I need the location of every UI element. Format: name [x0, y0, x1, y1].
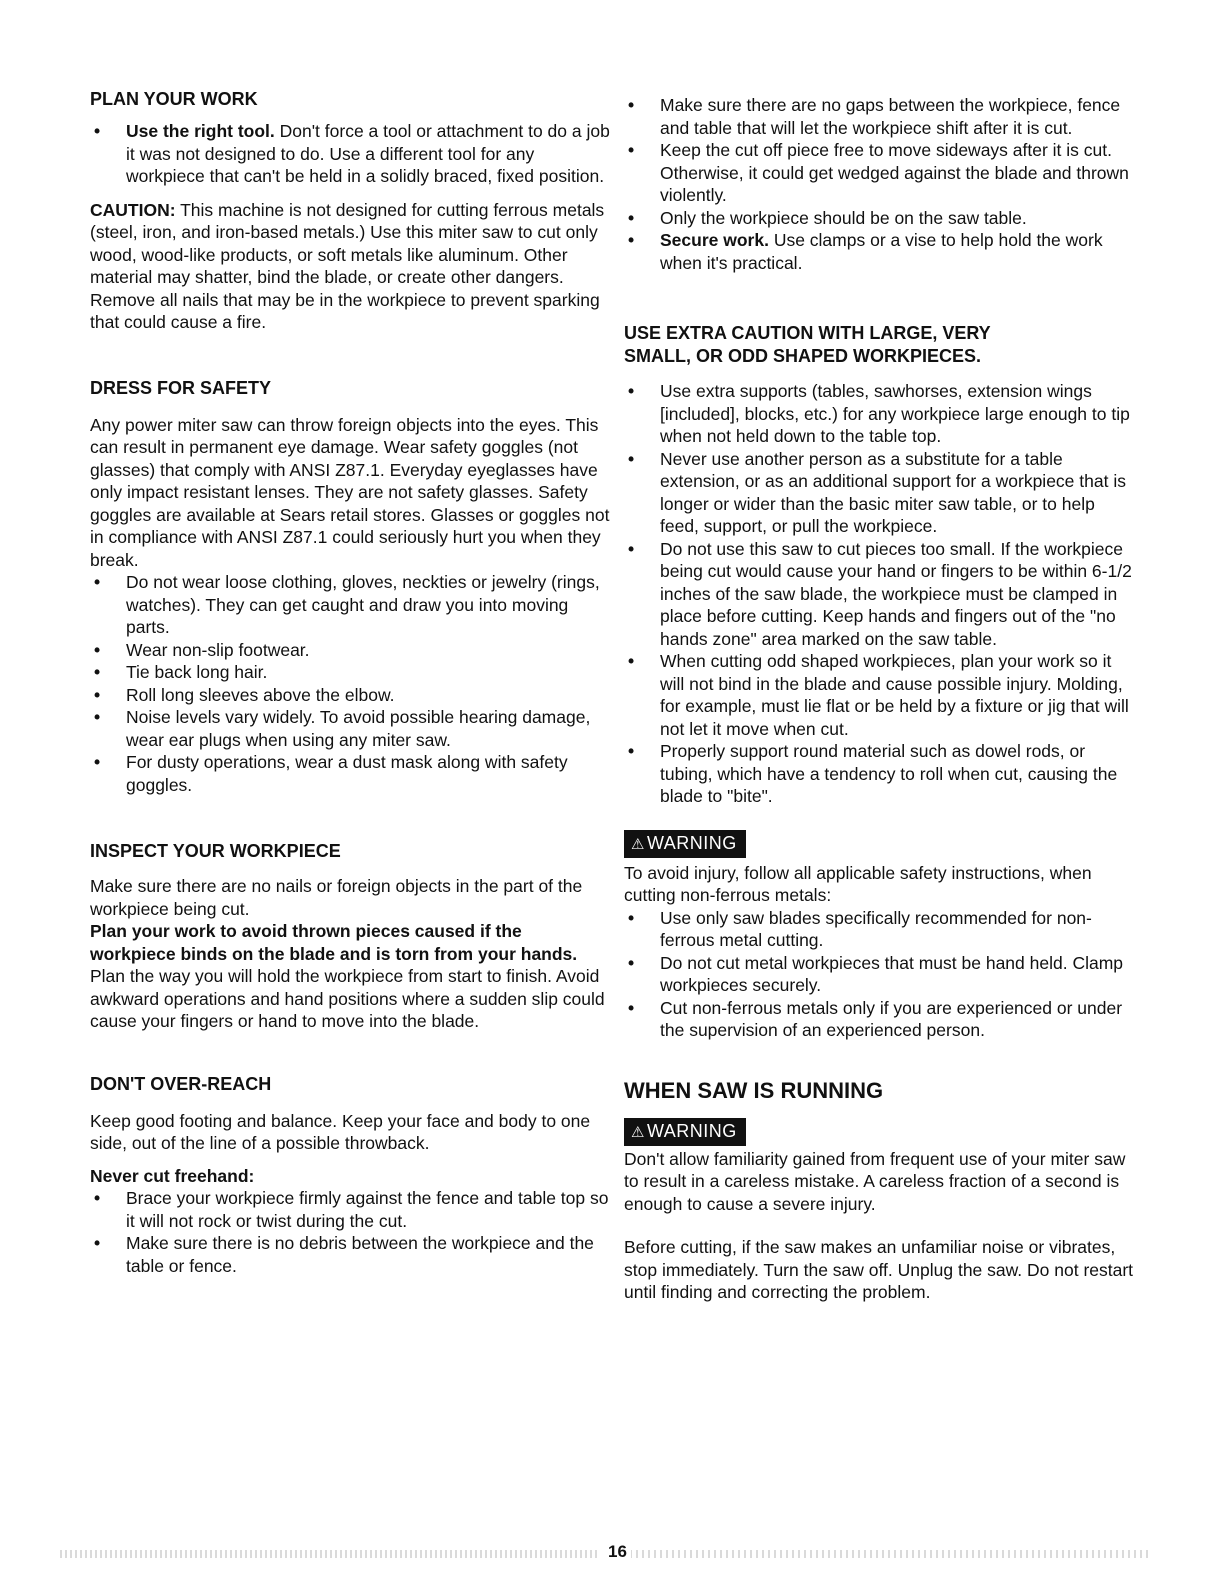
- list-item: • Keep the cut off piece free to move sideways after it is cut. Otherwise, it could get wedged against the blade and thrown violently.: [628, 140, 1129, 205]
- list-item: • Use only saw blades specifically recommended for non-ferrous metal cutting.: [628, 907, 1092, 950]
- right-column: [624, 88, 1136, 1304]
- list-item: • Only the workpiece should be on the saw table.: [628, 207, 1027, 228]
- dont-over-reach-heading: DON'T OVER-REACH: [90, 1073, 272, 1094]
- warning-intro: To avoid injury, follow all applicable safety instructions, when cutting non-ferrous metals:: [624, 862, 1092, 905]
- inspect-para-2: Plan the way you will hold the workpiece from start to finish. Avoid awkward operations and hand positions where a sudden slip could cause your fingers or hand to move into the blade.: [90, 966, 605, 1031]
- list-item: • Use the right tool. Don't force a tool or attachment to do a job it was not designed to do. Use a different tool for any workpiece that can't be held in a solidly braced, fixed position.: [94, 121, 610, 186]
- scan-noise: [60, 1550, 600, 1558]
- warning-list: [624, 907, 1136, 1042]
- extra-caution-heading: USE EXTRA CAUTION WITH LARGE, VERY SMALL, OR ODD SHAPED WORKPIECES.: [624, 323, 991, 366]
- list-item: • When cutting odd shaped workpieces, plan your work so it will not bind in the blade and cause possible injury. Molding, for example, must lie flat or be held by a fixture or jig that will not let it move when cut.: [628, 651, 1129, 739]
- list-item: • Make sure there are no gaps between the workpiece, fence and table that will let the workpiece shift after it is cut.: [628, 95, 1121, 138]
- caution-paragraph: CAUTION: This machine is not designed for cutting ferrous metals (steel, iron, and iron-based metals.) Use this miter saw to cut only wood, wood-like products, or soft metals like aluminum. Other material may shatter, bind the blade, or create other dangers. Remove all nails that may be in the workpiece to prevent sparking that could cause a fire.: [90, 199, 605, 332]
- plan-list: [90, 120, 610, 188]
- reach-para: Keep good footing and balance. Keep your face and body to one side, out of the line of a possible throwback.: [90, 1110, 591, 1153]
- bullet-icon: •: [94, 121, 101, 141]
- warning-triangle-icon: ⚠: [631, 1123, 645, 1141]
- page-footer: [0, 1540, 1210, 1568]
- list-item: • Use extra supports (tables, sawhorses, extension wings [included], blocks, etc.) for any workpiece large enough to tip when not held down to the table top.: [628, 381, 1130, 446]
- list-item: • Do not cut metal workpieces that must be hand held. Clamp workpieces securely.: [628, 952, 1124, 995]
- inspect-para: Make sure there are no nails or foreign objects in the part of the workpiece being cut.: [90, 876, 583, 919]
- scan-noise: [630, 1550, 1150, 1558]
- list-item: • Never use another person as a substitute for a table extension, or as an additional support for a workpiece that is longer or wider than the basic miter saw table, or to help feed, support, or pull the workpiece.: [628, 448, 1126, 536]
- list-item: • Properly support round material such as dowel rods, or tubing, which have a tendency to roll when cut, causing the blade to "bite".: [628, 741, 1118, 806]
- list-item: • Tie back long hair.: [94, 662, 268, 682]
- warning-badge-1: ⚠ WARNING: [624, 830, 1136, 858]
- left-column: [90, 88, 610, 1277]
- list-item: • Make sure there is no debris between the workpiece and the table or fence.: [94, 1233, 594, 1276]
- list-item: • Roll long sleeves above the elbow.: [94, 684, 395, 705]
- inspect-bold: Plan your work to avoid thrown pieces caused if the workpiece binds on the blade and is torn from your hands.: [90, 921, 578, 964]
- list-item: • Brace your workpiece firmly against the fence and table top so it will not rock or twist during the cut.: [94, 1188, 609, 1231]
- list-item: • Cut non-ferrous metals only if you are experienced or under the supervision of an experienced person.: [628, 997, 1123, 1040]
- warning-triangle-icon: ⚠: [631, 835, 645, 853]
- list-item: • For dusty operations, wear a dust mask along with safety goggles.: [94, 752, 568, 795]
- list-item: • Wear non-slip footwear.: [94, 639, 310, 660]
- extra-caution-list: [624, 380, 1136, 808]
- workpiece-list: [624, 94, 1136, 274]
- plan-your-work-heading: PLAN YOUR WORK: [90, 89, 258, 109]
- dress-list: [90, 571, 610, 796]
- running-para-1: Don't allow familiarity gained from frequent use of your miter saw to result in a careless mistake. A careless fraction of a second is enough to cause a severe injury.: [624, 1148, 1126, 1214]
- dress-intro: Any power miter saw can throw foreign objects into the eyes. This can result in permanent eye damage. Wear safety goggles (not glasses) that comply with ANSI Z87.1. Everyday eyeglasses have only impact resistant lenses. They are not safety glasses. Safety goggles are available at Sears retail stores. Glasses or goggles not in compliance with ANSI Z87.1 could seriously hurt you when they break.: [90, 414, 610, 570]
- reach-list: [90, 1187, 610, 1277]
- never-cut-freehand: Never cut freehand:: [90, 1165, 255, 1186]
- page-number: 16: [604, 1542, 631, 1562]
- list-item: • Noise levels vary widely. To avoid possible hearing damage, wear ear plugs when using any miter saw.: [94, 707, 591, 750]
- running-para-2: Before cutting, if the saw makes an unfamiliar noise or vibrates, stop immediately. Turn the saw off. Unplug the saw. Do not restart until finding and correcting the problem.: [624, 1237, 1134, 1302]
- inspect-workpiece-heading: INSPECT YOUR WORKPIECE: [90, 841, 341, 861]
- list-item: • Do not use this saw to cut pieces too small. If the workpiece being cut would cause your hand or fingers to be within 6-1/2 inches of the saw blade, the workpiece must be clamped in place before cutting. Keep hands and fingers out of the "no hands zone" area marked on the saw table.: [628, 538, 1132, 649]
- dress-for-safety-heading: DRESS FOR SAFETY: [90, 377, 272, 398]
- when-saw-running-heading: WHEN SAW IS RUNNING: [624, 1077, 884, 1103]
- list-item: • Secure work. Use clamps or a vise to help hold the work when it's practical.: [628, 230, 1103, 273]
- warning-badge-2: ⚠ WARNING: [624, 1118, 1136, 1146]
- list-item: • Do not wear loose clothing, gloves, neckties or jewelry (rings, watches). They can get caught and draw you into moving parts.: [94, 572, 600, 637]
